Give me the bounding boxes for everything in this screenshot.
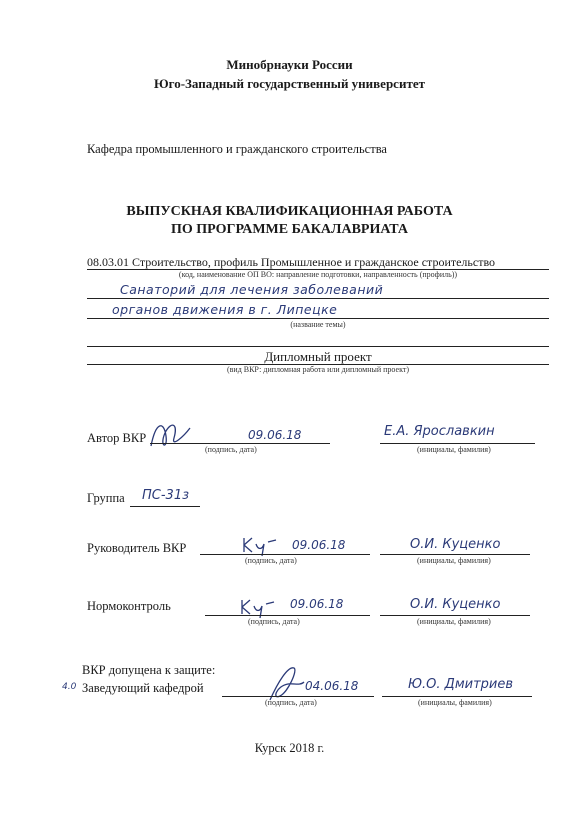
normcontrol-name-line <box>380 615 530 616</box>
normcontrol-label: Нормоконтроль <box>87 599 171 613</box>
document-title-line1: ВЫПУСКНАЯ КВАЛИФИКАЦИОННАЯ РАБОТА <box>126 204 453 219</box>
supervisor-signature-icon <box>240 534 280 556</box>
work-type-value: Дипломный проект <box>264 349 372 364</box>
group-underline <box>130 506 200 507</box>
author-sig-caption: (подпись, дата) <box>205 445 257 454</box>
head-name: Ю.О. Дмитриев <box>408 677 514 692</box>
head-sig-caption: (подпись, дата) <box>265 698 317 707</box>
admission-label: ВКР допущена к защите: <box>82 663 216 677</box>
normcontrol-sig-line <box>205 615 370 616</box>
direction-value: 08.03.01 Строительство, профиль Промышленное и гражданское строительство <box>87 255 496 269</box>
topic-line1: Санаторий для лечения заболеваний <box>120 282 384 297</box>
supervisor-date: 09.06.18 <box>292 538 346 552</box>
city-year: Курск 2018 г. <box>254 741 325 755</box>
head-name-caption: (инициалы, фамилия) <box>418 698 492 707</box>
author-name: Е.А. Ярославкин <box>384 424 495 439</box>
supervisor-name-line <box>380 554 530 555</box>
group-label: Группа <box>87 491 125 505</box>
ministry-name: Минобрнауки России <box>226 57 353 72</box>
author-name-caption: (инициалы, фамилия) <box>417 445 491 454</box>
author-name-line <box>380 443 535 444</box>
university-name: Юго-Западный государственный университет <box>154 76 425 91</box>
work-type-caption: (вид ВКР: дипломная работа или дипломный проект) <box>226 365 410 374</box>
topic-caption: (название темы) <box>290 320 346 329</box>
author-sig-line <box>150 443 330 444</box>
supervisor-sig-line <box>200 554 370 555</box>
group-value: ПС-31з <box>142 488 189 503</box>
supervisor-label: Руководитель ВКР <box>87 541 187 555</box>
normcontrol-date: 09.06.18 <box>290 597 344 611</box>
supervisor-name: О.И. Куценко <box>410 537 501 552</box>
supervisor-sig-caption: (подпись, дата) <box>245 556 297 565</box>
normcontrol-name-caption: (инициалы, фамилия) <box>417 617 491 626</box>
department-name: Кафедра промышленного и гражданского строительства <box>87 142 387 156</box>
author-signature-icon <box>146 416 196 456</box>
author-label: Автор ВКР <box>87 431 147 445</box>
margin-note: 4.0 <box>62 682 77 692</box>
topic-line2: органов движения в г. Липецке <box>112 302 338 317</box>
author-date: 09.06.18 <box>248 428 302 442</box>
head-name-line <box>382 696 532 697</box>
normcontrol-sig-caption: (подпись, дата) <box>248 617 300 626</box>
head-date: 04.06.18 <box>305 679 359 693</box>
head-sig-line <box>222 696 374 697</box>
direction-caption: (код, наименование ОП ВО: направление подготовки, направленность (профиль)) <box>178 270 458 279</box>
head-of-department-label: Заведующий кафедрой <box>82 681 204 695</box>
topic-underline-2 <box>87 318 549 319</box>
document-title-line2: ПО ПРОГРАММЕ БАКАЛАВРИАТА <box>171 222 408 237</box>
supervisor-name-caption: (инициалы, фамилия) <box>417 556 491 565</box>
topic-underline-1 <box>87 298 549 299</box>
topic-underline-3 <box>87 346 549 347</box>
normcontrol-name: О.И. Куценко <box>410 597 501 612</box>
